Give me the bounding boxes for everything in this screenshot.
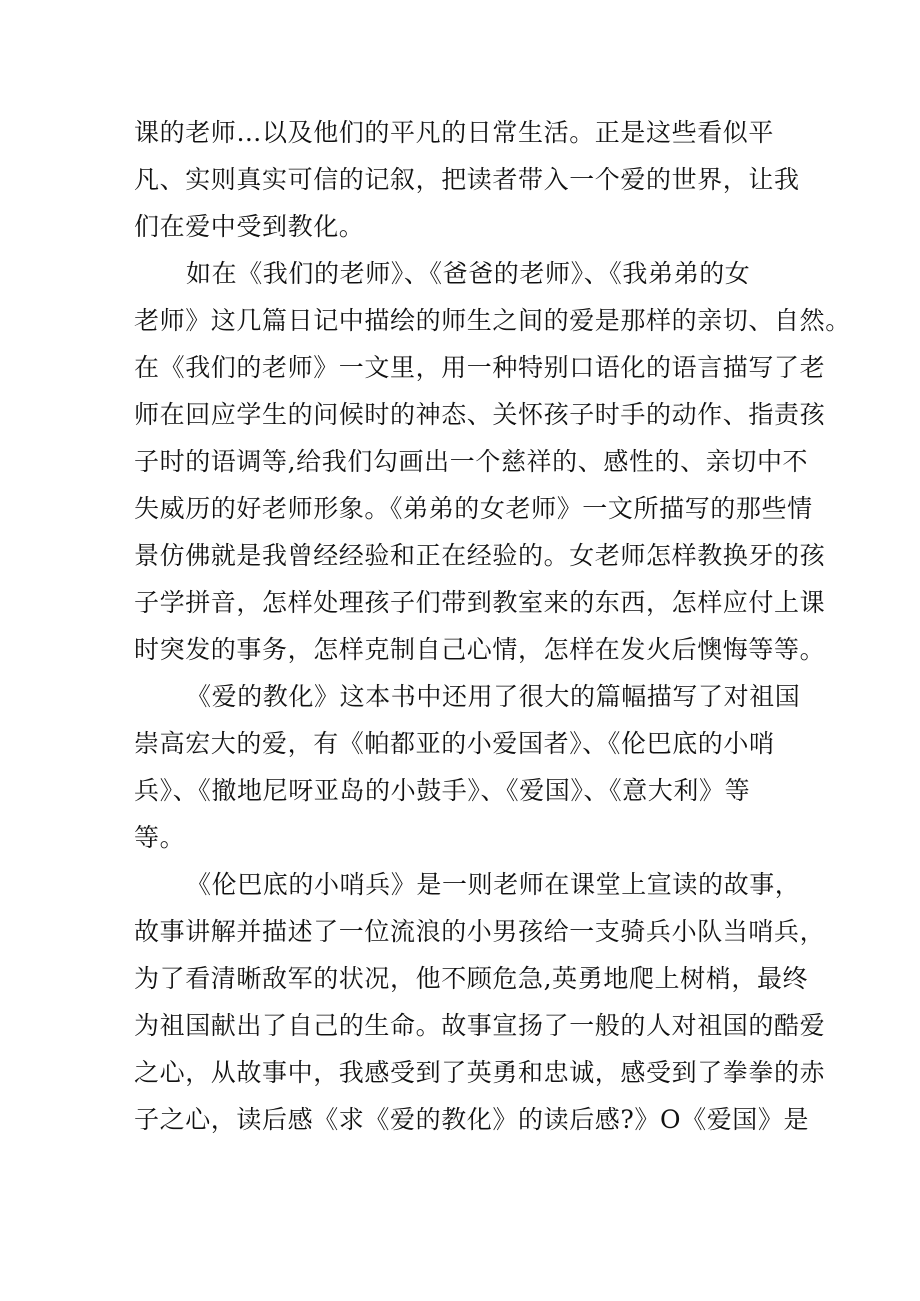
text-line: 为了看清晰敌军的状况，他不顾危急,英勇地爬上树梢，最终 xyxy=(134,964,809,993)
text-line: 故事讲解并描述了一位流浪的小男孩给一支骑兵小队当哨兵， xyxy=(134,917,826,946)
paragraph-start-line: 《伦巴底的小哨兵》是一则老师在课堂上宣读的故事， xyxy=(186,870,801,899)
text-line: 子时的语调等,给我们勾画出一个慈祥的、感性的、亲切中不 xyxy=(134,447,809,476)
text-line: 景仿佛就是我曾经经验和正在经验的。女老师怎样教换牙的孩 xyxy=(134,541,826,570)
text-line: 子之心，读后感《求《爱的教化》的读后感?》O《爱国》是 xyxy=(134,1105,810,1134)
text-line: 在《我们的老师》一文里，用一种特别口语化的语言描写了老 xyxy=(134,353,826,382)
text-line: 兵》、《撤地尼呀亚岛的小鼓手》、《爱国》、《意大利》等 xyxy=(134,776,751,805)
text-line: 等。 xyxy=(134,823,186,852)
text-line: 凡、实则真实可信的记叙，把读者带入一个爱的世界，让我 xyxy=(134,165,800,194)
text-line: 时突发的事务，怎样克制自己心情，怎样在发火后懊悔等等。 xyxy=(134,635,826,664)
paragraph-start-line: 《爱的教化》这本书中还用了很大的篇幅描写了对祖国 xyxy=(186,682,801,711)
text-line: 子学拼音，怎样处理孩子们带到教室来的东西，怎样应付上课 xyxy=(134,588,826,617)
text-line: 为祖国献出了自己的生命。故事宣扬了一般的人对祖国的酷爱 xyxy=(134,1011,826,1040)
text-line: 崇高宏大的爱，有《帕都亚的小爱国者》、《伦巴底的小哨 xyxy=(134,729,775,758)
text-line: 之心，从故事中，我感受到了英勇和忠诚，感受到了拳拳的赤 xyxy=(134,1058,826,1087)
text-line: 师在回应学生的问候时的神态、关怀孩子时手的动作、指责孩 xyxy=(134,400,826,429)
text-line: 老师》这几篇日记中描绘的师生之间的爱是那样的亲切、自然。 xyxy=(134,306,851,335)
text-line: 们在爱中受到教化。 xyxy=(134,212,365,241)
text-line: 课的老师…以及他们的平凡的日常生活。正是这些看似平 xyxy=(134,118,775,147)
text-line: 失威历的好老师形象。《弟弟的女老师》一文所描写的那些情 xyxy=(134,494,813,523)
paragraph-start-line: 如在《我们的老师》、《爸爸的老师》、《我弟弟的女 xyxy=(186,259,751,288)
